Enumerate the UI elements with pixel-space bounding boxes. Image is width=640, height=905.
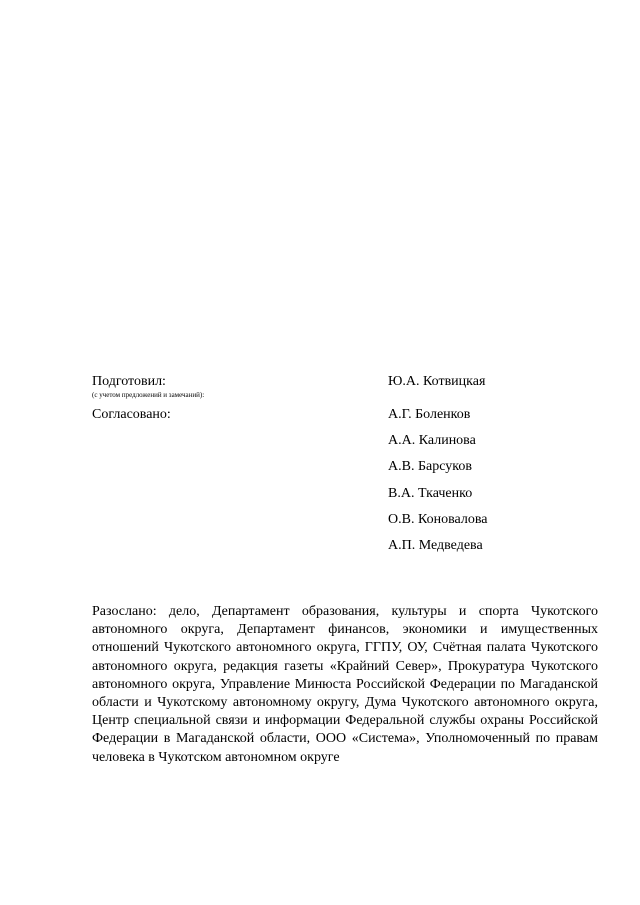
approved-row (92, 406, 598, 428)
approver-row (92, 537, 598, 559)
approver-name: А.А. Калинова (388, 433, 476, 448)
approver-row (92, 458, 598, 480)
prepared-name: Ю.А. Котвицкая (388, 374, 486, 389)
approver-name: А.Г. Боленков (388, 407, 471, 422)
distribution-list: Разослано: дело, Департамент образования, культуры и спорта Чукотского автономного округа, Департамент финансов, экономики и имущественных отношений Чукотского автономного округа, ГГПУ, ОУ, Счётная палата Чукотского автономного округа, редакция газеты «Крайний Север», Прокуратура Чукотского автономного округа, Управление Минюста Российской Федерации по Магаданской области и Чукотскому автономному округу, Дума Чукотского автономного округа, Центр специальной связи и информации Федеральной службы охраны Российской Федерации в Магаданской области, ООО «Система», Уполномоченный по правам человека в Чукотском автономном округе (92, 604, 598, 765)
prepared-note: (с учетом предложений и замечаний): (92, 391, 205, 399)
approved-label: Согласовано: (92, 407, 171, 422)
prepared-label: Подготовил: (92, 374, 166, 389)
approver-name: А.В. Барсуков (388, 459, 472, 474)
approver-name: А.П. Медведева (388, 538, 483, 553)
approver-row (92, 432, 598, 454)
approver-name: О.В. Коновалова (388, 512, 488, 527)
approver-row (92, 511, 598, 533)
approver-name: В.А. Ткаченко (388, 486, 473, 501)
approver-row (92, 485, 598, 507)
